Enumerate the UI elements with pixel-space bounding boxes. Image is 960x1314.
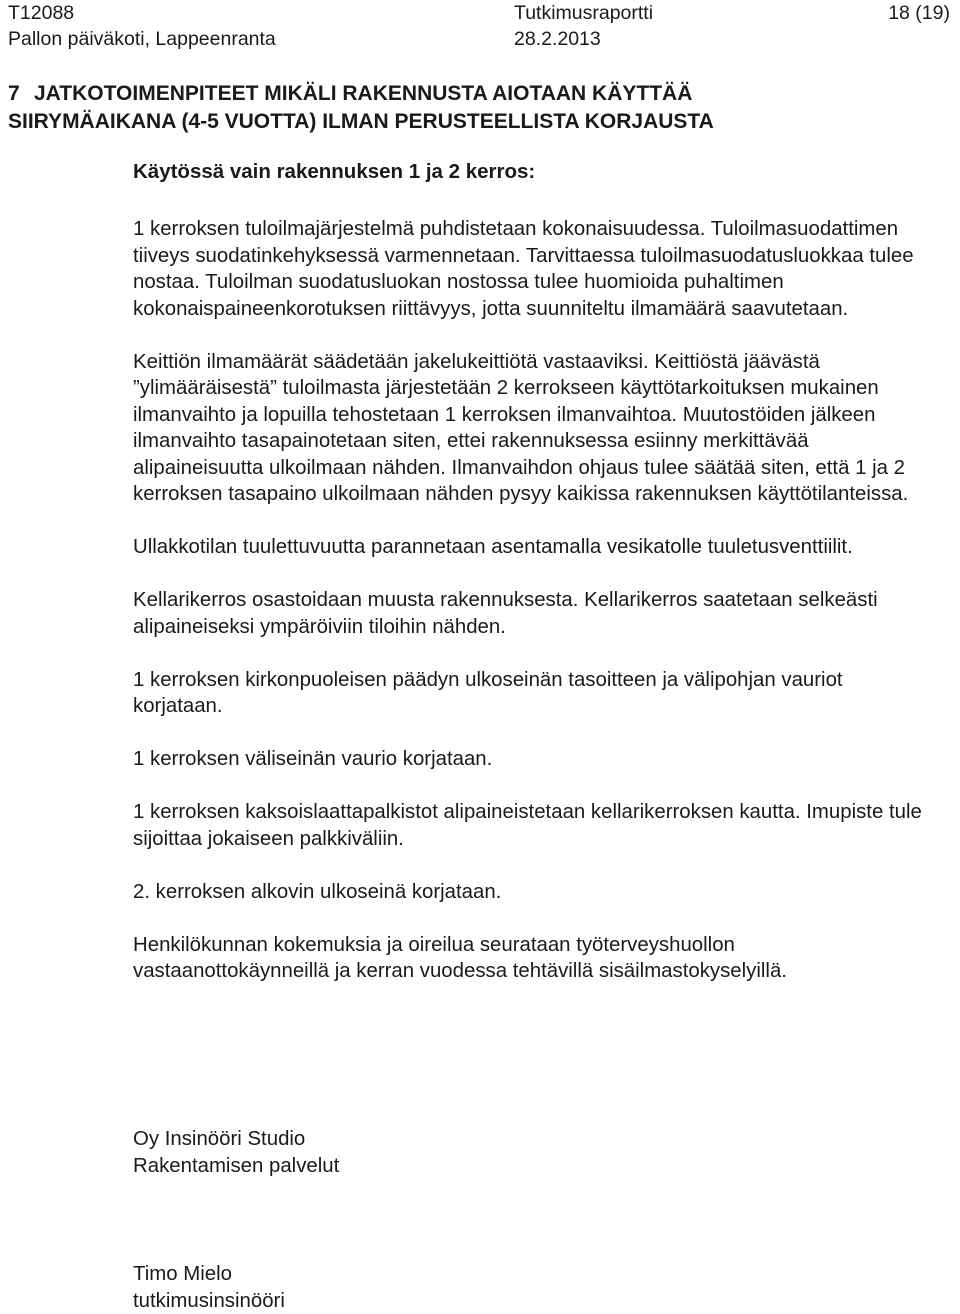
- paragraph: Henkilökunnan kokemuksia ja oireilua seurataan työterveyshuollon vastaanottokäynneillä ja kerran vuodessa tehtävillä sisäilmastokyselyillä.: [133, 932, 933, 985]
- signer-title: tutkimusinsinööri: [133, 1288, 285, 1314]
- company-block: [133, 1126, 339, 1179]
- chapter-number: 7: [8, 80, 34, 108]
- paragraph: Kellarikerros osastoidaan muusta rakennuksesta. Kellarikerros saatetaan selkeästi alipaineiseksi ympäröiviin tiloihin nähden.: [133, 587, 933, 640]
- signer-name: Timo Mielo: [133, 1261, 285, 1288]
- paragraph: Ullakkotilan tuulettuvuutta parannetaan asentamalla vesikatolle tuuletusventtiilit.: [133, 534, 933, 561]
- chapter-title-text-1: JATKOTOIMENPITEET MIKÄLI RAKENNUSTA AIOTAAN KÄYTTÄÄ: [34, 82, 692, 105]
- paragraph: Keittiön ilmamäärät säädetään jakelukeittiötä vastaaviksi. Keittiöstä jäävästä ”ylimääräisestä” tuloilmasta järjestetään 2 kerrokseen käyttötarkoituksen mukainen ilmanvaihto ja lopuilla tehostetaan 1 kerroksen ilmanvaihtoa. Muutostöiden jälkeen ilmanvaihto tasapainotetaan siten, ettei rakennuksessa esiinny merkittävää alipaineisuutta ulkoilmaan nähden. Ilmanvaihdon ohjaus tulee säätää siten, että 1 ja 2 kerroksen tasapaino ulkoilmaan nähden pysyy kaikissa rakennuksen käyttötilanteissa.: [133, 349, 933, 508]
- report-date: 28.2.2013: [514, 28, 601, 50]
- chapter-heading: [8, 80, 948, 136]
- body-text: [133, 216, 933, 1011]
- document-id: T12088: [8, 2, 74, 24]
- paragraph: 1 kerroksen kaksoislaattapalkistot alipaineistetaan kellarikerroksen kautta. Imupiste tule sijoittaa jokaiseen palkkiväliin.: [133, 799, 933, 852]
- company-unit: Rakentamisen palvelut: [133, 1153, 339, 1180]
- paragraph: 1 kerroksen tuloilmajärjestelmä puhdistetaan kokonaisuudessa. Tuloilmasuodattimen tiiveys suodatinkehyksessä varmennetaan. Tarvittaessa tuloilmasuodatusluokkaa tulee nostaa. Tuloilman suodatusluokan nostossa tulee huomioida puhaltimen kokonaispaineenkorotuksen riittävyys, jotta suunniteltu ilmamäärä saavutetaan.: [133, 216, 933, 322]
- paragraph: 1 kerroksen väliseinän vaurio korjataan.: [133, 746, 933, 773]
- section-subheading: Käytössä vain rakennuksen 1 ja 2 kerros:: [133, 159, 535, 185]
- document-type: Tutkimusraportti: [514, 2, 653, 24]
- paragraph: 1 kerroksen kirkonpuoleisen päädyn ulkoseinän tasoitteen ja välipohjan vauriot korjataan.: [133, 667, 933, 720]
- company-name: Oy Insinööri Studio: [133, 1126, 339, 1153]
- signature-block: [133, 1261, 285, 1314]
- site-location: Pallon päiväkoti, Lappeenranta: [8, 28, 276, 50]
- chapter-title-line-2: SIIRYMÄAIKANA (4-5 VUOTTA) ILMAN PERUSTEELLISTA KORJAUSTA: [8, 108, 948, 136]
- chapter-title-line-1: [8, 80, 948, 108]
- page-number: 18 (19): [888, 2, 950, 24]
- paragraph: 2. kerroksen alkovin ulkoseinä korjataan.: [133, 879, 933, 906]
